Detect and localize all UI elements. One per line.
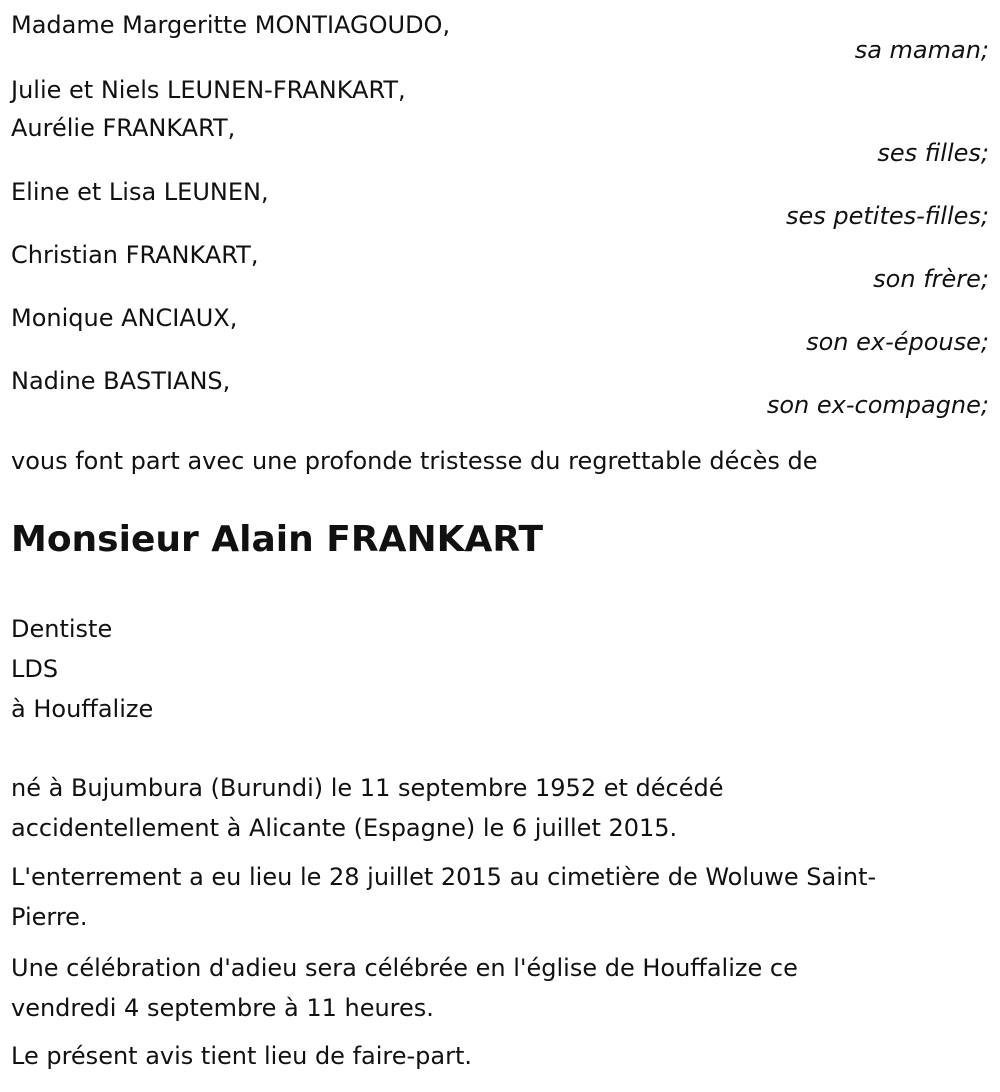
profession-line-1: Dentiste [11, 615, 113, 643]
relation-maman: sa maman; [854, 36, 989, 64]
birth-death-line-1: né à Bujumbura (Burundi) le 11 septembre 1952 et décédé [11, 774, 724, 802]
profession-line-2: LDS [11, 655, 59, 683]
family-name-filles-2: Aurélie FRANKART, [11, 114, 236, 142]
family-name-maman: Madame Margeritte MONTIAGOUDO, [11, 11, 451, 39]
deceased-name: Monsieur Alain FRANKART [11, 519, 544, 560]
relation-ex-compagne: son ex-compagne; [766, 391, 989, 419]
family-name-filles-1: Julie et Niels LEUNEN-FRANKART, [11, 76, 406, 104]
profession-line-3: à Houffalize [11, 695, 154, 723]
relation-frere: son frère; [873, 265, 989, 293]
family-name-ex-epouse: Monique ANCIAUX, [11, 304, 238, 332]
birth-death-line-2: accidentellement à Alicante (Espagne) le 6 juillet 2015. [11, 814, 678, 842]
burial-line-2: Pierre. [11, 903, 88, 931]
relation-filles: ses filles; [877, 139, 989, 167]
family-name-frere: Christian FRANKART, [11, 241, 259, 269]
celebration-line-2: vendredi 4 septembre à 11 heures. [11, 994, 434, 1022]
closing-line: Le présent avis tient lieu de faire-part. [11, 1042, 473, 1070]
relation-petites-filles: ses petites-filles; [785, 202, 989, 230]
celebration-line-1: Une célébration d'adieu sera célébrée en l'église de Houffalize ce [11, 954, 798, 982]
family-name-petites-filles: Eline et Lisa LEUNEN, [11, 178, 269, 206]
announcement-text: vous font part avec une profonde tristesse du regrettable décès de [11, 447, 818, 475]
relation-ex-epouse: son ex-épouse; [806, 328, 989, 356]
family-name-ex-compagne: Nadine BASTIANS, [11, 367, 231, 395]
burial-line-1: L'enterrement a eu lieu le 28 juillet 2015 au cimetière de Woluwe Saint- [11, 863, 877, 891]
